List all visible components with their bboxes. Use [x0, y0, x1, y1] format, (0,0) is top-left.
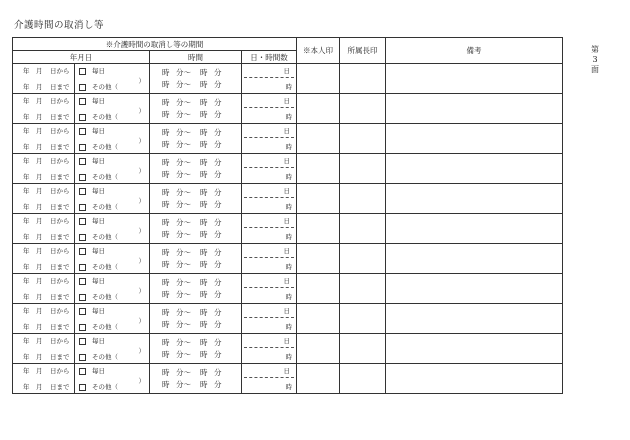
table-row [13, 244, 563, 274]
days-count[interactable]: 日 [244, 126, 294, 138]
days-count[interactable]: 日 [244, 186, 294, 198]
frequency-cell [75, 274, 150, 304]
seal-self-cell[interactable] [297, 274, 340, 304]
seal-self-cell[interactable] [297, 304, 340, 334]
date-from[interactable]: 年 月 日から [23, 247, 70, 255]
time-range-line[interactable]: 時 分～ 時 分 [162, 278, 222, 287]
time-range-cell [150, 184, 242, 214]
time-range-line[interactable]: 時 分～ 時 分 [162, 338, 222, 347]
daily-checkbox[interactable] [79, 368, 86, 375]
seal-self-cell[interactable] [297, 364, 340, 394]
other-checkbox[interactable] [79, 84, 86, 91]
other-checkbox[interactable] [79, 354, 86, 361]
days-hours-cell [242, 124, 297, 154]
days-hours-cell [242, 364, 297, 394]
date-range-cell [13, 64, 75, 94]
daily-label: 毎日 [92, 127, 105, 135]
seal-chief-cell[interactable] [340, 154, 386, 184]
days-hours-cell [242, 244, 297, 274]
time-range-cell [150, 304, 242, 334]
remarks-cell[interactable] [386, 274, 563, 304]
daily-label: 毎日 [92, 277, 105, 285]
seal-chief-cell[interactable] [340, 94, 386, 124]
daily-label: 毎日 [92, 157, 105, 165]
date-range-cell [13, 214, 75, 244]
remarks-cell[interactable] [386, 304, 563, 334]
remarks-cell[interactable] [386, 64, 563, 94]
seal-self-cell[interactable] [297, 214, 340, 244]
remarks-cell[interactable] [386, 184, 563, 214]
hours-count[interactable]: 時 [285, 383, 292, 391]
days-count[interactable]: 日 [244, 156, 294, 168]
table-row [13, 64, 563, 94]
frequency-cell [75, 304, 150, 334]
time-range-line[interactable]: 時 分～ 時 分 [162, 248, 222, 257]
other-close-paren: ） [138, 77, 145, 85]
hours-count[interactable]: 時 [285, 233, 292, 241]
frequency-cell [75, 124, 150, 154]
remarks-cell[interactable] [386, 124, 563, 154]
daily-checkbox[interactable] [79, 68, 86, 75]
date-header: 年月日 [13, 51, 150, 64]
date-to[interactable]: 年 月 日まで [23, 263, 70, 271]
time-range-cell [150, 334, 242, 364]
daily-label: 毎日 [92, 247, 105, 255]
date-range-cell [13, 244, 75, 274]
other-close-paren: ） [138, 317, 145, 325]
time-range-line[interactable]: 時 分～ 時 分 [162, 188, 222, 197]
other-label: その他（ [92, 233, 118, 241]
daily-label: 毎日 [92, 217, 105, 225]
date-range-cell [13, 274, 75, 304]
days-count[interactable]: 日 [244, 66, 294, 78]
days-hours-cell [242, 154, 297, 184]
date-to[interactable]: 年 月 日まで [23, 383, 70, 391]
seal-chief-cell[interactable] [340, 214, 386, 244]
frequency-cell [75, 94, 150, 124]
hours-count[interactable]: 時 [285, 143, 292, 151]
seal-chief-cell[interactable] [340, 244, 386, 274]
daily-checkbox[interactable] [79, 188, 86, 195]
seal-self-cell[interactable] [297, 154, 340, 184]
date-to[interactable]: 年 月 日まで [23, 293, 70, 301]
seal-self-cell[interactable] [297, 124, 340, 154]
frequency-cell [75, 154, 150, 184]
days-header: 日・時間数 [242, 51, 297, 64]
time-range-line[interactable]: 時 分～ 時 分 [162, 260, 222, 269]
time-range-line[interactable]: 時 分～ 時 分 [162, 158, 222, 167]
other-close-paren: ） [138, 377, 145, 385]
daily-checkbox[interactable] [79, 308, 86, 315]
other-close-paren: ） [138, 347, 145, 355]
time-range-cell [150, 244, 242, 274]
table-row [13, 154, 563, 184]
seal-self-header: ※本人印 [297, 38, 340, 64]
date-to[interactable]: 年 月 日まで [23, 113, 70, 121]
daily-label: 毎日 [92, 67, 105, 75]
time-range-line[interactable]: 時 分～ 時 分 [162, 290, 222, 299]
time-range-line[interactable]: 時 分～ 時 分 [162, 98, 222, 107]
date-from[interactable]: 年 月 日から [23, 307, 70, 315]
date-from[interactable]: 年 月 日から [23, 217, 70, 225]
frequency-cell [75, 364, 150, 394]
other-label: その他（ [92, 113, 118, 121]
daily-checkbox[interactable] [79, 128, 86, 135]
date-to[interactable]: 年 月 日まで [23, 143, 70, 151]
date-to[interactable]: 年 月 日まで [23, 353, 70, 361]
date-range-cell [13, 184, 75, 214]
seal-chief-cell[interactable] [340, 64, 386, 94]
table-row [13, 214, 563, 244]
daily-label: 毎日 [92, 367, 105, 375]
daily-label: 毎日 [92, 97, 105, 105]
days-count[interactable]: 日 [244, 216, 294, 228]
other-close-paren: ） [138, 257, 145, 265]
days-count[interactable]: 日 [244, 336, 294, 348]
other-close-paren: ） [138, 227, 145, 235]
daily-checkbox[interactable] [79, 158, 86, 165]
table-row [13, 274, 563, 304]
hours-count[interactable]: 時 [285, 203, 292, 211]
date-range-cell [13, 334, 75, 364]
daily-checkbox[interactable] [79, 248, 86, 255]
time-range-line[interactable]: 時 分～ 時 分 [162, 308, 222, 317]
other-checkbox[interactable] [79, 234, 86, 241]
other-checkbox[interactable] [79, 264, 86, 271]
seal-chief-cell[interactable] [340, 304, 386, 334]
remarks-header: 備考 [386, 38, 563, 64]
other-close-paren: ） [138, 137, 145, 145]
hours-count[interactable]: 時 [285, 83, 292, 91]
date-from[interactable]: 年 月 日から [23, 67, 70, 75]
seal-self-cell[interactable] [297, 334, 340, 364]
time-range-line[interactable]: 時 分～ 時 分 [162, 68, 222, 77]
other-checkbox[interactable] [79, 384, 86, 391]
time-range-line[interactable]: 時 分～ 時 分 [162, 320, 222, 329]
document-title: 介護時間の取消し等 [14, 20, 105, 31]
table-row [13, 304, 563, 334]
daily-label: 毎日 [92, 187, 105, 195]
cancellation-table [12, 37, 563, 394]
table-row [13, 184, 563, 214]
daily-checkbox[interactable] [79, 278, 86, 285]
remarks-cell[interactable] [386, 244, 563, 274]
remarks-cell[interactable] [386, 364, 563, 394]
period-header: ※介護時間の取消し等の期間 [13, 38, 297, 51]
date-range-cell [13, 124, 75, 154]
frequency-cell [75, 64, 150, 94]
table-row [13, 334, 563, 364]
other-label: その他（ [92, 323, 118, 331]
time-range-line[interactable]: 時 分～ 時 分 [162, 80, 222, 89]
other-label: その他（ [92, 83, 118, 91]
table-row [13, 124, 563, 154]
days-hours-cell [242, 94, 297, 124]
other-checkbox[interactable] [79, 204, 86, 211]
date-to[interactable]: 年 月 日まで [23, 323, 70, 331]
other-label: その他（ [92, 263, 118, 271]
date-from[interactable]: 年 月 日から [23, 127, 70, 135]
date-range-cell [13, 94, 75, 124]
days-hours-cell [242, 334, 297, 364]
days-hours-cell [242, 214, 297, 244]
time-range-cell [150, 364, 242, 394]
time-header: 時間 [150, 51, 242, 64]
time-range-cell [150, 214, 242, 244]
time-range-line[interactable]: 時 分～ 時 分 [162, 230, 222, 239]
other-checkbox[interactable] [79, 144, 86, 151]
date-to[interactable]: 年 月 日まで [23, 83, 70, 91]
other-checkbox[interactable] [79, 114, 86, 121]
other-close-paren: ） [138, 167, 145, 175]
time-range-line[interactable]: 時 分～ 時 分 [162, 110, 222, 119]
seal-self-cell[interactable] [297, 94, 340, 124]
table-row [13, 364, 563, 394]
date-from[interactable]: 年 月 日から [23, 157, 70, 165]
table-row [13, 94, 563, 124]
time-range-cell [150, 64, 242, 94]
date-range-cell [13, 364, 75, 394]
date-to[interactable]: 年 月 日まで [23, 173, 70, 181]
other-label: その他（ [92, 143, 118, 151]
time-range-line[interactable]: 時 分～ 時 分 [162, 128, 222, 137]
time-range-line[interactable]: 時 分～ 時 分 [162, 140, 222, 149]
other-checkbox[interactable] [79, 174, 86, 181]
days-count[interactable]: 日 [244, 366, 294, 378]
other-checkbox[interactable] [79, 324, 86, 331]
other-close-paren: ） [138, 197, 145, 205]
date-from[interactable]: 年 月 日から [23, 337, 70, 345]
date-from[interactable]: 年 月 日から [23, 367, 70, 375]
time-range-cell [150, 94, 242, 124]
frequency-cell [75, 244, 150, 274]
remarks-cell[interactable] [386, 154, 563, 184]
time-range-line[interactable]: 時 分～ 時 分 [162, 200, 222, 209]
date-to[interactable]: 年 月 日まで [23, 233, 70, 241]
frequency-cell [75, 214, 150, 244]
date-from[interactable]: 年 月 日から [23, 97, 70, 105]
time-range-cell [150, 124, 242, 154]
days-count[interactable]: 日 [244, 96, 294, 108]
date-to[interactable]: 年 月 日まで [23, 203, 70, 211]
daily-checkbox[interactable] [79, 338, 86, 345]
other-checkbox[interactable] [79, 294, 86, 301]
time-range-line[interactable]: 時 分～ 時 分 [162, 218, 222, 227]
time-range-line[interactable]: 時 分～ 時 分 [162, 350, 222, 359]
days-hours-cell [242, 274, 297, 304]
daily-checkbox[interactable] [79, 98, 86, 105]
days-count[interactable]: 日 [244, 306, 294, 318]
seal-chief-header: 所属長印 [340, 38, 386, 64]
hours-count[interactable]: 時 [285, 353, 292, 361]
seal-self-cell[interactable] [297, 64, 340, 94]
time-range-line[interactable]: 時 分～ 時 分 [162, 380, 222, 389]
other-close-paren: ） [138, 107, 145, 115]
remarks-cell[interactable] [386, 94, 563, 124]
days-hours-cell [242, 184, 297, 214]
entry-rows [13, 64, 563, 394]
other-label: その他（ [92, 293, 118, 301]
other-label: その他（ [92, 173, 118, 181]
time-range-cell [150, 274, 242, 304]
time-range-line[interactable]: 時 分～ 時 分 [162, 170, 222, 179]
hours-count[interactable]: 時 [285, 113, 292, 121]
date-range-cell [13, 154, 75, 184]
date-from[interactable]: 年 月 日から [23, 187, 70, 195]
remarks-cell[interactable] [386, 214, 563, 244]
days-hours-cell [242, 64, 297, 94]
frequency-cell [75, 334, 150, 364]
page-section-label: 第 3 面 [591, 45, 599, 74]
hours-count[interactable]: 時 [285, 263, 292, 271]
other-label: その他（ [92, 203, 118, 211]
other-close-paren: ） [138, 287, 145, 295]
remarks-cell[interactable] [386, 334, 563, 364]
date-from[interactable]: 年 月 日から [23, 277, 70, 285]
seal-self-cell[interactable] [297, 184, 340, 214]
seal-chief-cell[interactable] [340, 184, 386, 214]
days-count[interactable]: 日 [244, 276, 294, 288]
other-label: その他（ [92, 353, 118, 361]
seal-chief-cell[interactable] [340, 364, 386, 394]
daily-label: 毎日 [92, 337, 105, 345]
frequency-cell [75, 184, 150, 214]
time-range-cell [150, 154, 242, 184]
days-count[interactable]: 日 [244, 246, 294, 258]
seal-chief-cell[interactable] [340, 274, 386, 304]
time-range-line[interactable]: 時 分～ 時 分 [162, 368, 222, 377]
hours-count[interactable]: 時 [285, 323, 292, 331]
hours-count[interactable]: 時 [285, 173, 292, 181]
seal-chief-cell[interactable] [340, 334, 386, 364]
days-hours-cell [242, 304, 297, 334]
date-range-cell [13, 304, 75, 334]
seal-self-cell[interactable] [297, 244, 340, 274]
hours-count[interactable]: 時 [285, 293, 292, 301]
daily-checkbox[interactable] [79, 218, 86, 225]
daily-label: 毎日 [92, 307, 105, 315]
seal-chief-cell[interactable] [340, 124, 386, 154]
other-label: その他（ [92, 383, 118, 391]
